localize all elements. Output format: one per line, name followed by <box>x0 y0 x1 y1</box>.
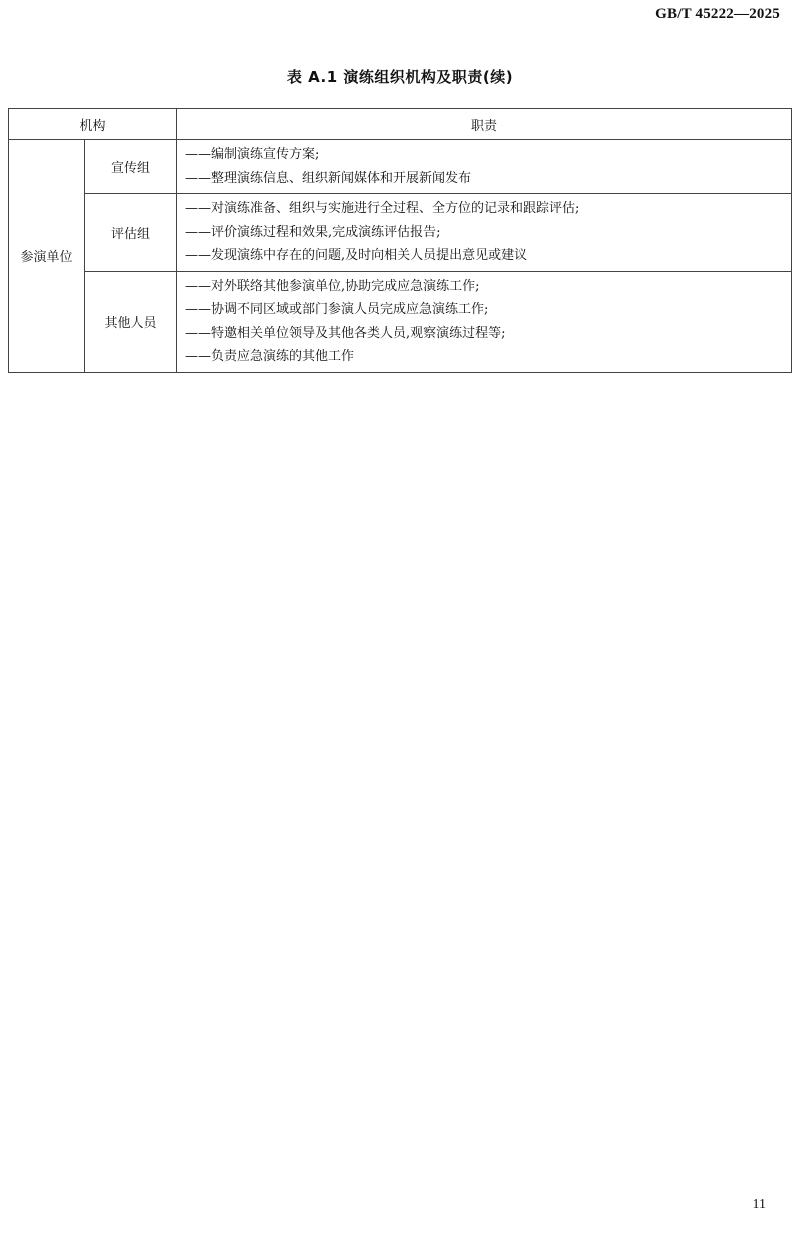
duty-item: ——协调不同区域或部门参演人员完成应急演练工作; <box>185 302 489 317</box>
duty-item: ——对外联络其他参演单位,协助完成应急演练工作; <box>185 278 480 294</box>
duty-item: ——负责应急演练的其他工作 <box>185 349 355 364</box>
table-row <box>9 271 792 372</box>
table-title: 表 A.1 演练组织机构及职责(续) <box>286 68 514 86</box>
duty-item: ——特邀相关单位领导及其他各类人员,观察演练过程等; <box>185 325 506 341</box>
duty-item: ——整理演练信息、组织新闻媒体和开展新闻发布 <box>185 170 472 186</box>
unit-cell: 参演单位 <box>9 140 85 373</box>
duty-list-others <box>177 271 792 372</box>
column-header-org: 机构 <box>9 109 177 140</box>
duty-list-publicity <box>177 140 792 194</box>
group-name-publicity: 宣传组 <box>85 140 177 194</box>
group-name-evaluation: 评估组 <box>85 194 177 272</box>
group-name-others: 其他人员 <box>85 271 177 372</box>
page-number: 11 <box>752 1197 766 1212</box>
duty-item: ——对演练准备、组织与实施进行全过程、全方位的记录和跟踪评估; <box>185 201 580 216</box>
duty-item: ——评价演练过程和效果,完成演练评估报告; <box>185 224 441 240</box>
duty-list-evaluation <box>177 194 792 272</box>
standard-code: GB/T 45222—2025 <box>655 6 780 22</box>
duty-table <box>8 108 792 373</box>
table-row <box>9 140 792 194</box>
table-row <box>9 194 792 272</box>
duty-item: ——编制演练宣传方案; <box>185 147 320 162</box>
column-header-duty: 职责 <box>177 109 792 140</box>
table-header-row <box>9 109 792 140</box>
duty-item: ——发现演练中存在的问题,及时向相关人员提出意见或建议 <box>185 248 528 263</box>
